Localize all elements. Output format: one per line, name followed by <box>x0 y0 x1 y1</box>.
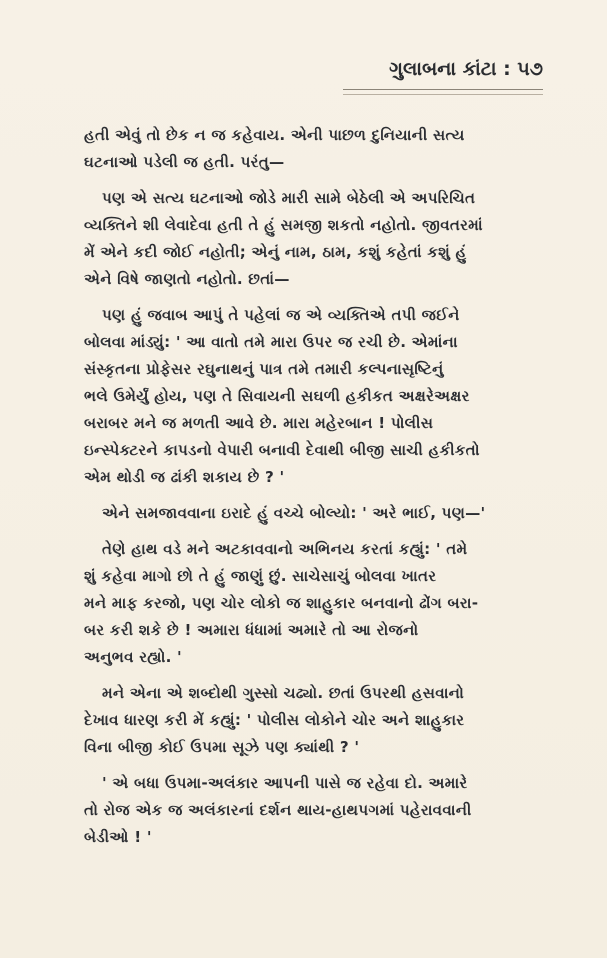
paragraph: ' એ બધા ઉપમા-અલંકાર આપની પાસે જ રહેવા દો. અમારે તો રોજ એક જ અલંકારનાં દર્શન થાય-હાથપગમાં પહેરાવવાની બેડીઓ ! ' <box>84 774 472 846</box>
page-body <box>84 122 572 860</box>
paragraph: મને એના એ શબ્દોથી ગુસ્સો ચઢ્યો. છતાં ઉપરથી હસવાનો દેખાવ ધારણ કરી મેં કહ્યું: ' પોલીસ લોકોને ચોર અને શાહુકાર વિના બીજી કોઈ ઉપમા સૂઝે પણ ક્યાંથી ? ' <box>84 684 465 756</box>
header-rule <box>343 89 543 95</box>
paragraph: એને સમજાવવાના ઇરાદે હું વચ્ચે બોલ્યો: ' અરે ભાઈ, પણ—' <box>102 504 486 522</box>
paragraph: હતી એવું તો છેક ન જ કહેવાય. એની પાછળ દુનિયાની સત્ય ઘટનાઓ પડેલી જ હતી. પરંતુ— <box>84 126 465 171</box>
paragraph: તેણે હાથ વડે મને અટકાવવાનો અભિનય કરતાં કહ્યું: ' તમે શું કહેવા માગો છો તે હું જાણું છું. સાચેસાચું બોલવા ખાતર મને માફ કરજો, પણ ચોર લોકો જ શાહુકાર બનવાનો ઢોંગ બરા- બર કરી શકે છે ! અમારા ધંધામાં અમારે તો આ રોજનો અનુભવ રહ્યો. ' <box>84 540 479 666</box>
running-header: ગુલાબના કાંટા : ૫૭ <box>389 58 543 80</box>
paragraph: પણ હું જવાબ આપું તે પહેલાં જ એ વ્યક્તિએ તપી જઈને બોલવા માંડ્યું: ' આ વાતો તમે મારા ઉપર જ રચી છે. એમાંના સંસ્કૃતના પ્રોફેસર રઘુનાથનું પાત્ર તમે તમારી કલ્પનાસૃષ્ટિનું ભલે ઉમેર્યું હોય, પણ તે સિવાયની સઘળી હકીકત અક્ષરેઅક્ષર બરાબર મને જ મળતી આવે છે. મારા મહેરબાન ! પોલીસ ઇન્સ્પેક્ટરને કાપડનો વેપારી બનાવી દેવાથી બીજી સાચી હકીકતો એમ થોડી જ ઢાંકી શકાય છે ? ' <box>84 306 480 486</box>
paragraph: પણ એ સત્ય ઘટનાઓ જોડે મારી સામે બેઠેલી એ અપરિચિત વ્યક્તિને શી લેવાદેવા હતી તે હું સમજી શકતો નહોતો. જીવતરમાં મેં એને કદી જોઈ નહોતી; એનું નામ, ઠામ, કશું કહેતાં કશું હું એને વિષે જાણતો નહોતો. છતાં— <box>84 189 483 288</box>
